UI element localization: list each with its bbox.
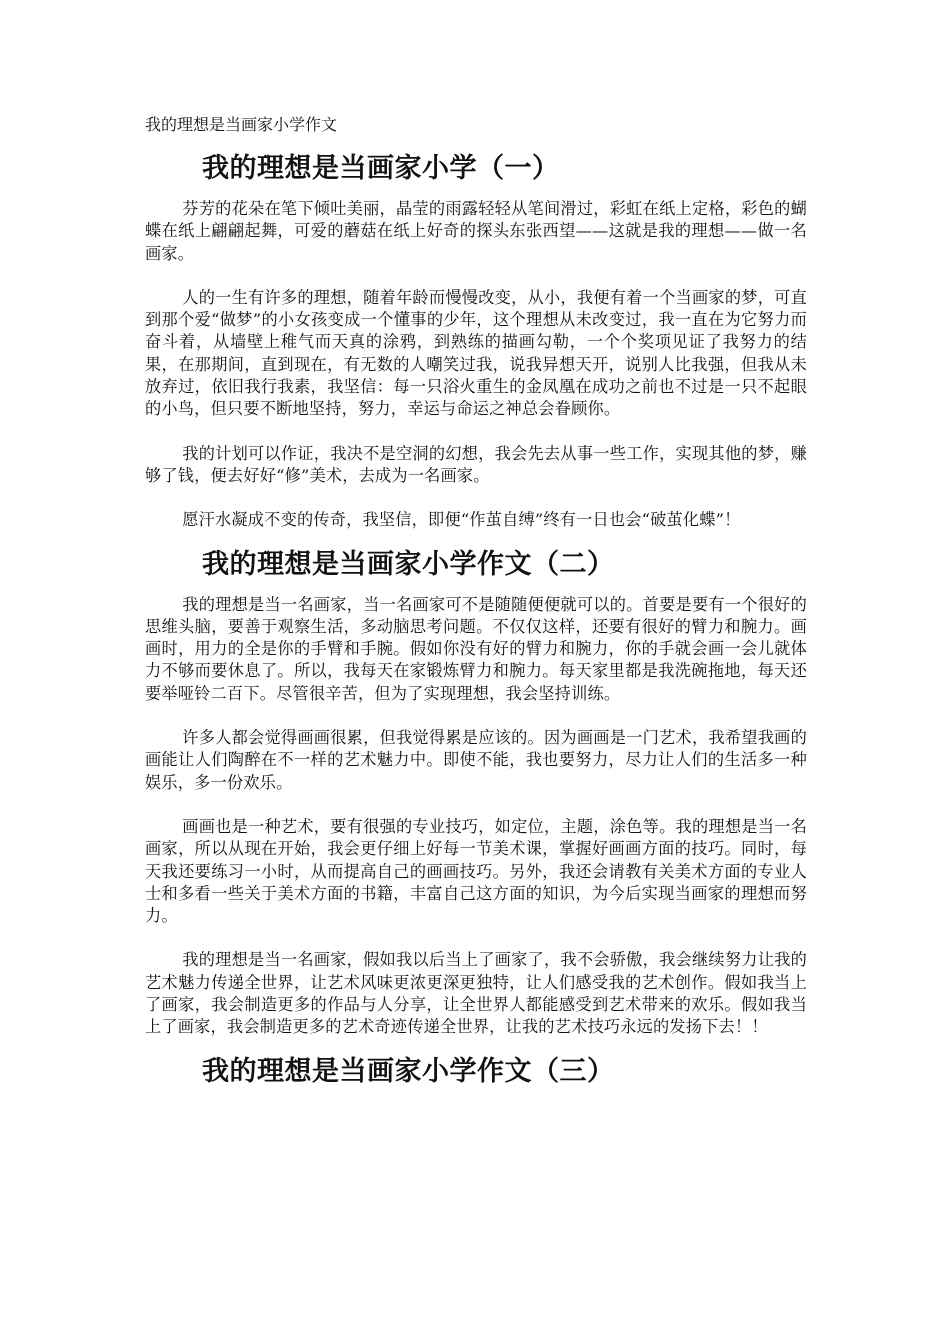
- paragraph: 愿汗水凝成不变的传奇，我坚信，即便“作茧自缚”终有一日也会“破茧化蝶”！: [182, 510, 741, 530]
- paragraph: 我的计划可以作证，我决不是空洞的幻想，我会先去从事一些工作，实现其他的梦，赚够了钱，便去好好“修”美术，去成为一名画家。: [145, 443, 807, 485]
- paragraph: 我的理想是当一名画家，假如我以后当上了画家了，我不会骄傲，我会继续努力让我的艺术魅力传递全世界，让艺术风味更浓更深更独特，让人们感受我的艺术创作。假如我当上了画家，我会制造更多的作品与人分享，让全世界人都能感受到艺术带来的欢乐。假如我当上了画家，我会制造更多的艺术奇迹传递全世界，让我的艺术技巧永远的发扬下去！！: [145, 950, 807, 1037]
- document-title: 我的理想是当画家小学作文: [145, 115, 338, 134]
- paragraph: 许多人都会觉得画画很累，但我觉得累是应该的。因为画画是一门艺术，我希望我画的画能让人们陶醉在不一样的艺术魅力中。即使不能，我也要努力，尽力让人们的生活多一种娱乐，多一份欢乐。: [145, 728, 807, 792]
- section-body: [145, 594, 807, 1039]
- section-heading: 我的理想是当画家小学作文（三）: [202, 1055, 615, 1087]
- section-heading: 我的理想是当画家小学（一）: [202, 153, 560, 184]
- essay-section-3: [145, 1055, 807, 1089]
- essay-section-1: [145, 152, 807, 532]
- document-page: [145, 112, 807, 1089]
- section-body: [145, 198, 807, 532]
- paragraph: 芬芳的花朵在笔下倾吐美丽，晶莹的雨露轻轻从笔间滑过，彩虹在纸上定格，彩色的蝴蝶在纸上翩翩起舞，可爱的蘑菇在纸上好奇的探头东张西望——这就是我的理想——做一名画家。: [145, 199, 807, 263]
- section-heading: 我的理想是当画家小学作文（二）: [202, 548, 615, 580]
- essay-section-2: [145, 548, 807, 1039]
- paragraph: 画画也是一种艺术，要有很强的专业技巧，如定位，主题，涂色等。我的理想是当一名画家，所以从现在开始，我会更仔细上好每一节美术课，掌握好画画方面的技巧。同时，每天我还要练习一小时，从而提高自己的画画技巧。另外，我还会请教有关美术方面的专业人士和多看一些关于美术方面的书籍，丰富自己这方面的知识，为今后实现当画家的理想而努力。: [145, 816, 807, 926]
- paragraph: 人的一生有许多的理想，随着年龄而慢慢改变，从小，我便有着一个当画家的梦，可直到那个爱“做梦”的小女孩变成一个懂事的少年，这个理想从未改变过，我一直在为它努力而奋斗着，从墙壁上稚气而天真的涂鸦，到熟练的描画勾勒，一个个奖项见证了我努力的结果，在那期间，直到现在，有无数的人嘲笑过我，说我异想天开，说别人比我强，但我从未放弃过，依旧我行我素，我坚信：每一只浴火重生的金凤凰在成功之前也不过是一只不起眼的小鸟，但只要不断地坚持，努力，幸运与命运之神总会眷顾你。: [145, 287, 807, 419]
- paragraph: 我的理想是当一名画家，当一名画家可不是随随便便就可以的。首要是要有一个很好的思维头脑，要善于观察生活，多动脑思考问题。不仅仅这样，还要有很好的臂力和腕力。画画时，用力的全是你的手臂和手腕。假如你没有好的臂力和腕力，你的手就会画一会儿就体力不够而要休息了。所以，我每天在家锻炼臂力和腕力。每天家里都是我洗碗拖地，每天还要举哑铃二百下。尽管很辛苦，但为了实现理想，我会坚持训练。: [145, 594, 807, 703]
